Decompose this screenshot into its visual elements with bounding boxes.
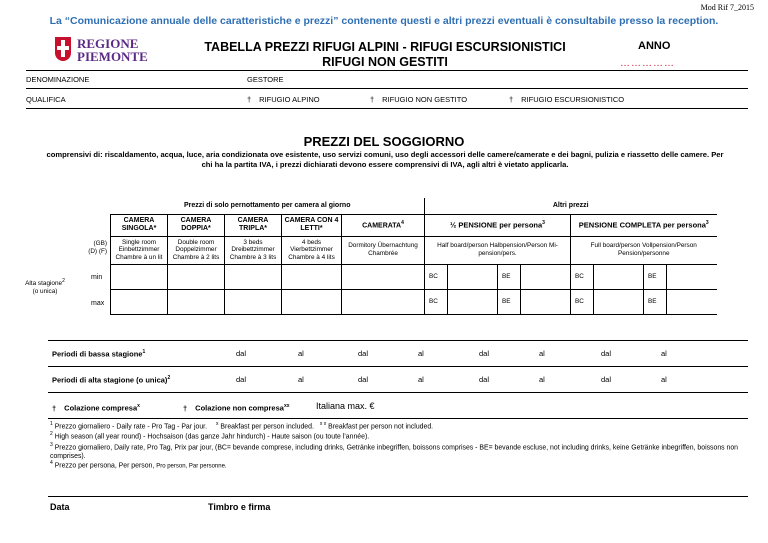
price-cell[interactable]	[225, 289, 282, 314]
low-al-2: al	[418, 349, 424, 358]
logo-line-1: REGIONE	[77, 36, 139, 51]
reception-banner: La “Comunicazione annuale delle caratteristiche e prezzi” contenente questi e altri prezzi eventuali è consultabile presso la reception.	[49, 15, 719, 27]
option-rifugio-non-gestito[interactable]	[370, 95, 467, 104]
bc-label: BC	[571, 289, 594, 314]
bc-label: BC	[425, 264, 448, 289]
option-rifugio-escursionistico[interactable]	[509, 95, 624, 104]
trans-4-letti: 4 beds Vierbettzimmer Chambre à 4 lits	[282, 236, 342, 264]
row-min-label: min	[91, 274, 103, 281]
be-label: BE	[498, 289, 521, 314]
anno-label: ANNO	[638, 40, 671, 52]
high-dal-1: dal	[236, 375, 247, 384]
high-al-2: al	[418, 375, 424, 384]
trans-full-board: Full board/person Vollpension/Person Pension/personne	[571, 236, 717, 264]
col-camera-doppia: CAMERA DOPPIA*	[168, 214, 225, 236]
option-rifugio-alpino[interactable]	[247, 95, 320, 104]
price-cell[interactable]	[342, 289, 425, 314]
row-max-label: max	[91, 300, 105, 307]
divider	[48, 340, 748, 341]
title-line-2: RIFUGI NON GESTITI	[322, 55, 448, 69]
trans-singola: Single room Einbettzimmer Chambre à un lit	[111, 236, 168, 264]
price-cell[interactable]	[282, 264, 342, 289]
divider	[48, 392, 748, 393]
bc-label: BC	[571, 264, 594, 289]
price-cell[interactable]	[521, 264, 571, 289]
section-title: PREZZI DEL SOGGIORNO	[303, 134, 465, 149]
price-cell[interactable]	[282, 289, 342, 314]
price-cell[interactable]	[667, 289, 717, 314]
price-cell[interactable]	[111, 289, 168, 314]
col-camera-tripla: CAMERA TRIPLA*	[225, 214, 282, 236]
high-dal-3: dal	[479, 375, 490, 384]
checkbox-icon[interactable]: †	[509, 95, 514, 104]
price-cell[interactable]	[448, 289, 498, 314]
mod-ref: Mod Rif 7_2015	[700, 3, 754, 12]
price-cell[interactable]	[521, 289, 571, 314]
group-pernottamento: Prezzi di solo pernottamento per camera al giorno	[111, 198, 425, 214]
trans-tripla: 3 beds Dreibettzimmer Chambre à 3 lits	[225, 236, 282, 264]
period-low-label: Periodi di bassa stagione$^1$	[52, 349, 146, 359]
footnote-3: $^3$ Prezzo giornaliero, Daily rate, Pro Tag, Prix par jour, (BC= bevande comprese, including drinks, Getränke inbegriffen, boissons comprises - BE= bevande escluse, not including drinks, keine Getränke inbegriffen, boissons non comprises).	[50, 442, 739, 461]
low-al-3: al	[539, 349, 545, 358]
table-row-max	[111, 289, 717, 314]
logo-line-2: PIEMONTE	[77, 49, 148, 64]
regione-piemonte-logo	[55, 37, 175, 65]
be-label: BE	[644, 264, 667, 289]
checkbox-icon[interactable]: †	[183, 403, 188, 413]
price-cell[interactable]	[168, 289, 225, 314]
footnote-1: $^1$ Prezzo giornaliero - Daily rate - Pro Tag - Par jour.	[50, 421, 207, 431]
low-al-1: al	[298, 349, 304, 358]
option-label: RIFUGIO ALPINO	[259, 95, 320, 104]
colazione-compresa[interactable]: † Colazione compresa$^x$	[52, 403, 140, 413]
price-table	[110, 198, 717, 315]
col-camera-4-letti: CAMERA CON 4 LETTI*	[282, 214, 342, 236]
high-al-3: al	[539, 375, 545, 384]
price-cell[interactable]	[342, 264, 425, 289]
qualifica-label: QUALIFICA	[26, 95, 66, 104]
anno-field[interactable]: ……………	[620, 58, 675, 69]
timbro-label: Timbro e firma	[208, 502, 271, 512]
price-cell[interactable]	[111, 264, 168, 289]
col-camerata: CAMERATA$^4$	[342, 214, 425, 236]
footnote-x: $^x$ Breakfast per person included. $^{x x}$ Breakfast per person not included.	[216, 421, 434, 431]
divider	[26, 108, 748, 109]
price-cell[interactable]	[594, 264, 644, 289]
checkbox-icon[interactable]: †	[247, 95, 252, 104]
trans-half-board: Half board/person Halbpension/Person Mi-pension/pers.	[425, 236, 571, 264]
high-al-4: al	[661, 375, 667, 384]
high-dal-4: dal	[601, 375, 612, 384]
price-cell[interactable]	[667, 264, 717, 289]
page-title	[170, 40, 600, 70]
trans-camerata: Dormitory Übernachtung Chambrée	[342, 236, 425, 264]
season-label: Alta stagione$^2$ (o unica)	[25, 278, 65, 296]
low-al-4: al	[661, 349, 667, 358]
period-high-label: Periodi di alta stagione (o unica)$^2$	[52, 375, 171, 385]
denominazione-label: DENOMINAZIONE	[26, 75, 90, 84]
option-label: RIFUGIO NON GESTITO	[382, 95, 468, 104]
lang-codes: (GB) (D) (F)	[88, 240, 107, 255]
low-dal-1: dal	[236, 349, 247, 358]
low-dal-2: dal	[358, 349, 369, 358]
price-cell[interactable]	[594, 289, 644, 314]
checkbox-icon[interactable]: †	[370, 95, 375, 104]
price-cell[interactable]	[225, 264, 282, 289]
col-half-board: ½ PENSIONE per persona$^3$	[425, 214, 571, 236]
gestore-label: GESTORE	[247, 75, 284, 84]
checkbox-icon[interactable]: †	[52, 403, 57, 413]
bc-label: BC	[425, 289, 448, 314]
col-full-board: PENSIONE COMPLETA per persona$^3$	[571, 214, 717, 236]
low-dal-4: dal	[601, 349, 612, 358]
divider	[48, 496, 748, 497]
trans-doppia: Double room Doppelzimmer Chambre à 2 lits	[168, 236, 225, 264]
data-label: Data	[50, 502, 70, 512]
be-label: BE	[498, 264, 521, 289]
comprensivi-text: comprensivi di: riscaldamento, acqua, luce, aria condizionata ove esistente, uso servizi comuni, uso degli accessori delle camere/camerate e dei bagni, pulizia e riassetto delle camere. Per chi ha la partita IVA, i prezzi dichiarati devono essere comprensivi di IVA, agli altri è vietato applicarla.	[46, 150, 724, 169]
title-line-1: TABELLA PREZZI RIFUGI ALPINI - RIFUGI ESCURSIONISTICI	[204, 40, 566, 54]
italiana-max: Italiana max. €	[316, 401, 375, 411]
divider	[26, 70, 748, 71]
be-label: BE	[644, 289, 667, 314]
high-al-1: al	[298, 375, 304, 384]
divider	[48, 366, 748, 367]
col-camera-singola: CAMERA SINGOLA*	[111, 214, 168, 236]
footnote-4: $^4$ Prezzo per persona, Per person, Pro person, Par personne.	[50, 460, 227, 470]
divider	[48, 418, 748, 419]
footnote-2: $^2$ High season (all year round) - Hochsaison (das ganze Jahr hindurch) - Haute saison (ou toute l’année).	[50, 431, 370, 441]
colazione-non-compresa[interactable]: † Colazione non compresa$^{xx}$	[183, 403, 290, 413]
coat-of-arms-icon	[55, 37, 71, 61]
divider	[26, 88, 748, 89]
option-label: RIFUGIO ESCURSIONISTICO	[521, 95, 625, 104]
price-cell[interactable]	[168, 264, 225, 289]
price-cell[interactable]	[448, 264, 498, 289]
table-row-min	[111, 264, 717, 289]
high-dal-2: dal	[358, 375, 369, 384]
low-dal-3: dal	[479, 349, 490, 358]
group-altri-prezzi: Altri prezzi	[425, 198, 717, 214]
